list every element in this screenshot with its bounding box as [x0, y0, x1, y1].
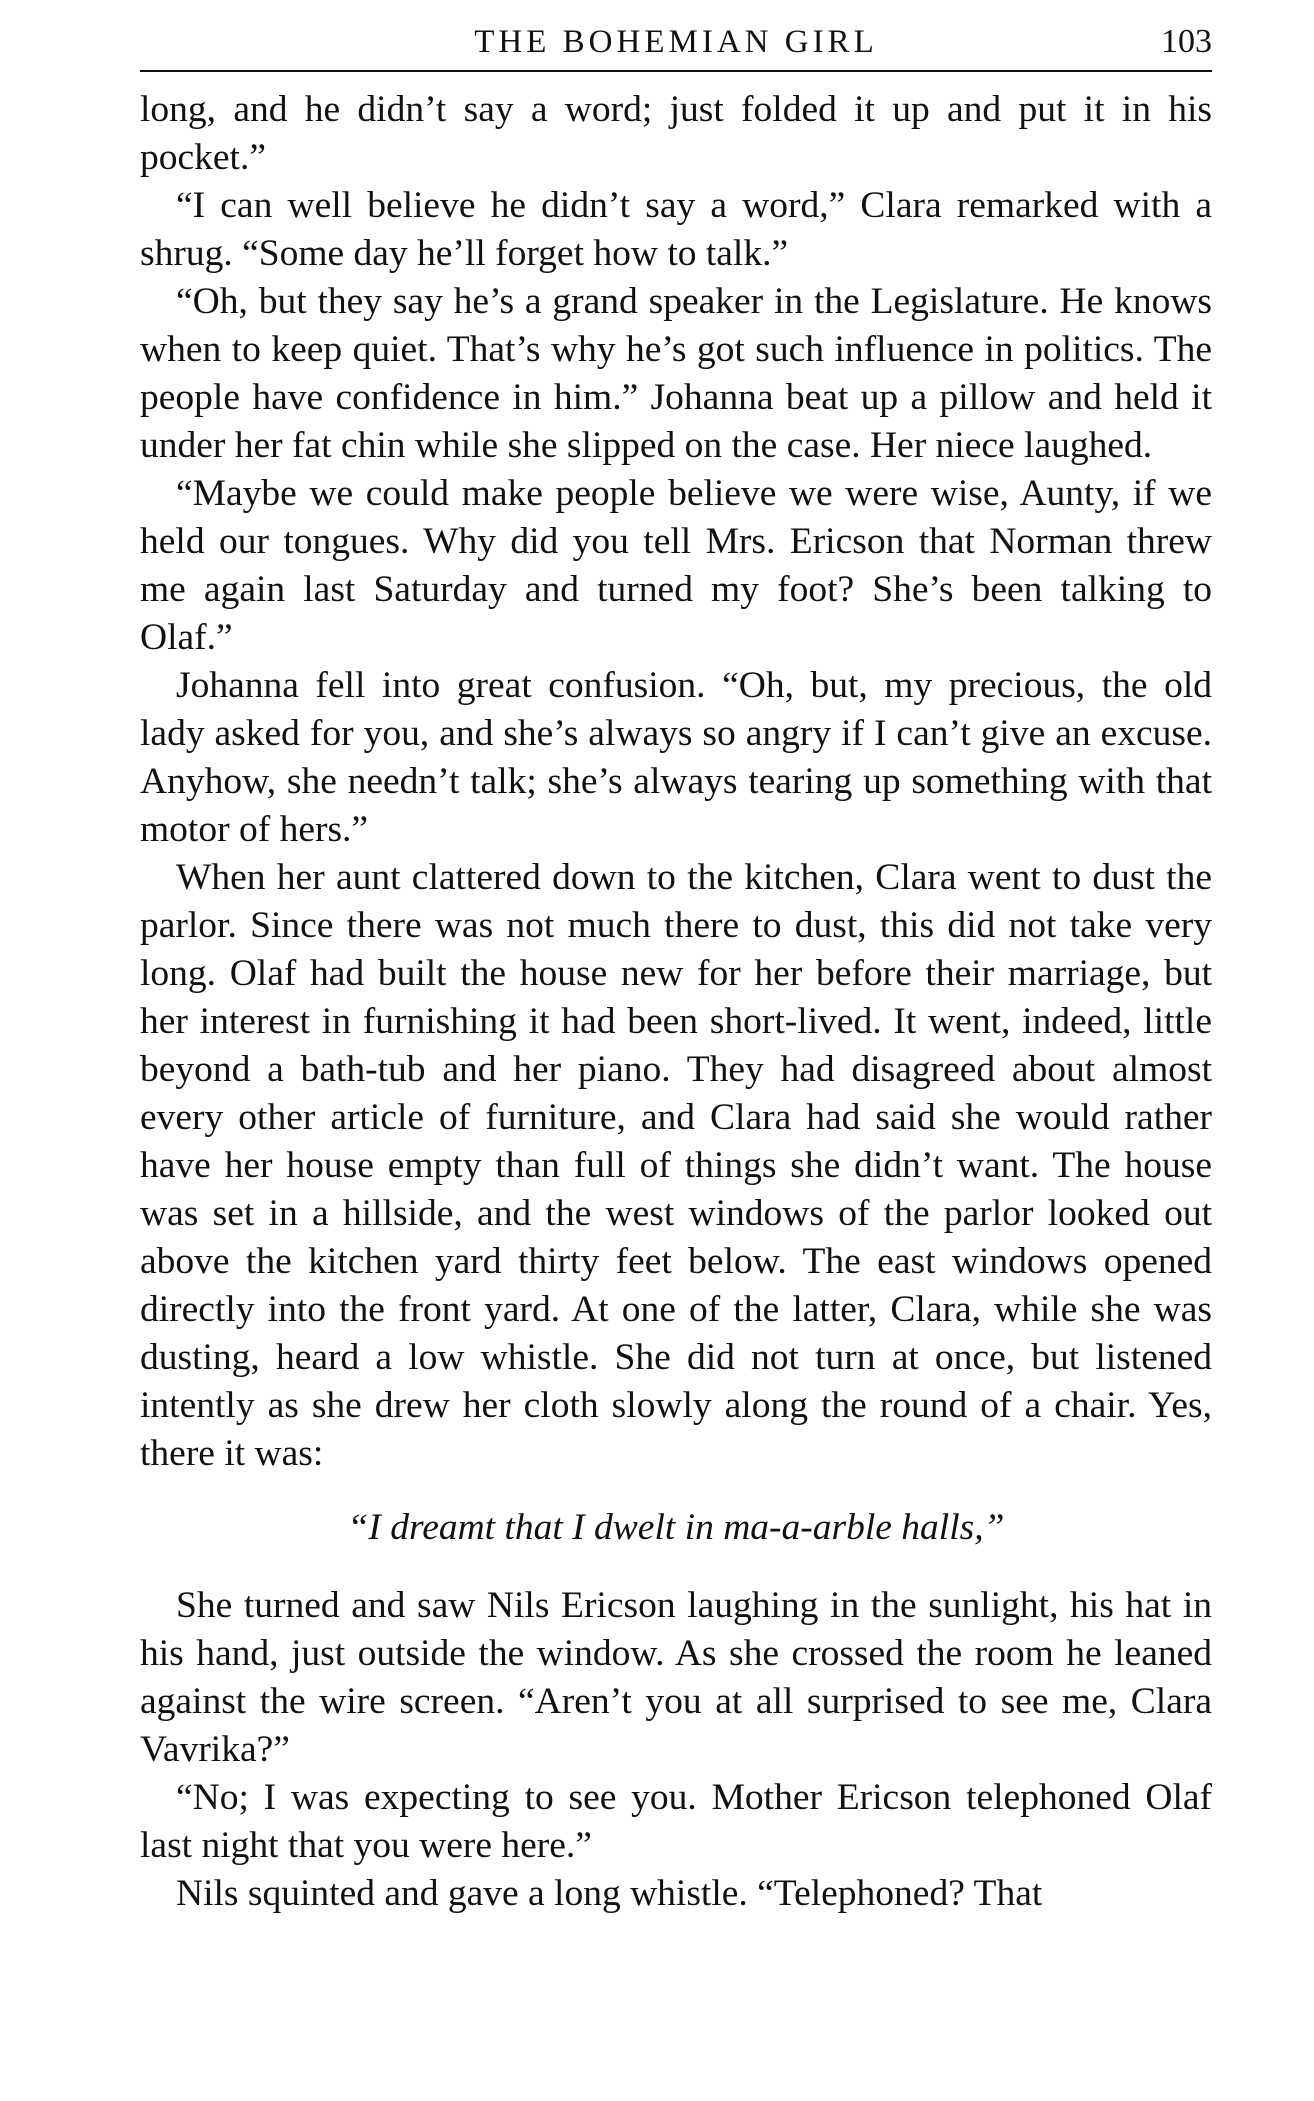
paragraph-8: “No; I was expecting to see you. Mother Ericson telephoned Olaf last night that you were here.” — [140, 1777, 1212, 1866]
running-header — [140, 18, 1212, 72]
paragraph-1: long, and he didn’t say a word; just folded it up and put it in his pocket.” — [140, 89, 1212, 178]
body-text — [140, 86, 1212, 1918]
paragraph-5: Johanna fell into great confusion. “Oh, but, my precious, the old lady asked for you, and she’s always so angry if I can’t give an excuse. Anyhow, she needn’t talk; she’s always tearing up something with that motor of hers.” — [140, 665, 1212, 850]
paragraph-7: She turned and saw Nils Ericson laughing in the sunlight, his hat in his hand, just outside the window. As she crossed the room he leaned against the wire screen. “Aren’t you at all surprised to see me, Clara Vavrika?” — [140, 1585, 1212, 1770]
paragraph-9: Nils squinted and gave a long whistle. “Telephoned? That — [176, 1873, 1043, 1914]
song-verse: “I dreamt that I dwelt in ma-a-arble halls,” — [347, 1507, 1005, 1548]
paragraph-6: When her aunt clattered down to the kitchen, Clara went to dust the parlor. Since there was not much there to dust, this did not take very long. Olaf had built the house new for her before their marriage, but her interest in furnishing it had been short-lived. It went, indeed, little beyond a bath-tub and her piano. They had disagreed about almost every other article of furniture, and Clara had said she would rather have her house empty than full of things she didn’t want. The house was set in a hillside, and the west windows of the parlor looked out above the kitchen yard thirty feet below. The east windows opened directly into the front yard. At one of the latter, Clara, while she was dusting, heard a low whistle. She did not turn at once, but listened intently as she drew her cloth slowly along the round of a chair. Yes, there it was: — [140, 857, 1212, 1474]
paragraph-2: “I can well believe he didn’t say a word,” Clara remarked with a shrug. “Some day he’ll forget how to talk.” — [140, 185, 1212, 274]
page-number: 103 — [1161, 23, 1212, 60]
paragraph-4: “Maybe we could make people believe we were wise, Aunty, if we held our tongues. Why did you tell Mrs. Ericson that Norman threw me again last Saturday and turned my foot? She’s been talking to Olaf.” — [140, 473, 1212, 658]
paragraph-3: “Oh, but they say he’s a grand speaker in the Legislature. He knows when to keep quiet. That’s why he’s got such influence in politics. The people have confidence in him.” Johanna beat up a pillow and held it under her fat chin while she slipped on the case. Her niece laughed. — [140, 281, 1212, 466]
running-title: THE BOHEMIAN GIRL — [474, 24, 878, 60]
book-page — [140, 18, 1212, 1918]
